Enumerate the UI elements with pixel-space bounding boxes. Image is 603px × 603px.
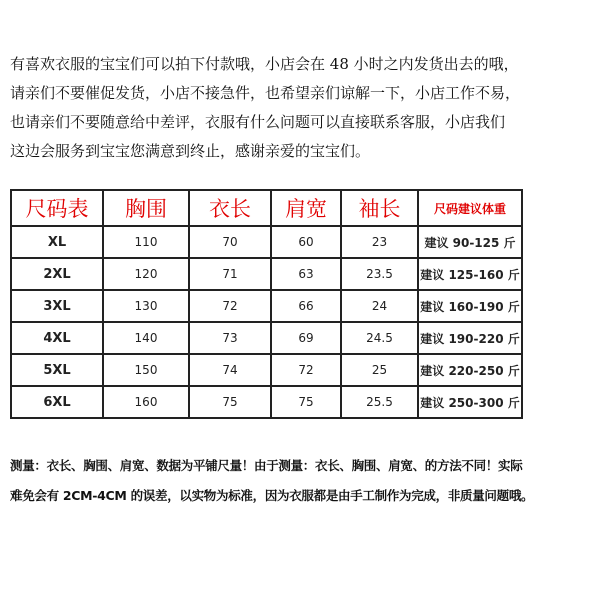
weight-cell: 建议 90-125 斤 bbox=[418, 226, 522, 258]
sleeve-cell: 24.5 bbox=[341, 322, 418, 354]
size-chart-header-row bbox=[11, 190, 522, 226]
shoulder-cell: 63 bbox=[271, 258, 341, 290]
shoulder-cell: 69 bbox=[271, 322, 341, 354]
weight-cell: 建议 190-220 斤 bbox=[418, 322, 522, 354]
shoulder-cell: 60 bbox=[271, 226, 341, 258]
size-cell: 5XL bbox=[11, 354, 103, 386]
notice-line-1: 有喜欢衣服的宝宝们可以拍下付款哦，小店会在 48 小时之内发货出去的哦， bbox=[10, 55, 519, 73]
sleeve-cell: 24 bbox=[341, 290, 418, 322]
table-row bbox=[11, 226, 522, 258]
notice-line-4: 这边会服务到宝宝您满意到终止，感谢亲爱的宝宝们。 bbox=[10, 142, 371, 160]
length-cell: 74 bbox=[189, 354, 271, 386]
table-row bbox=[11, 386, 522, 418]
size-chart-table bbox=[10, 189, 523, 419]
table-row bbox=[11, 290, 522, 322]
header-shoulder: 肩宽 bbox=[271, 190, 341, 226]
sleeve-cell: 23.5 bbox=[341, 258, 418, 290]
length-cell: 71 bbox=[189, 258, 271, 290]
size-cell: XL bbox=[11, 226, 103, 258]
shoulder-cell: 72 bbox=[271, 354, 341, 386]
size-cell: 6XL bbox=[11, 386, 103, 418]
chest-cell: 160 bbox=[103, 386, 189, 418]
chest-cell: 140 bbox=[103, 322, 189, 354]
table-row bbox=[11, 258, 522, 290]
weight-cell: 建议 250-300 斤 bbox=[418, 386, 522, 418]
note-line-2: 难免会有 2CM-4CM 的误差，以实物为标准，因为衣服都是由手工制作为完成，非质量问题哦。 bbox=[10, 488, 534, 503]
size-cell: 3XL bbox=[11, 290, 103, 322]
chest-cell: 130 bbox=[103, 290, 189, 322]
sleeve-cell: 23 bbox=[341, 226, 418, 258]
chest-cell: 150 bbox=[103, 354, 189, 386]
header-suggested-weight: 尺码建议体重 bbox=[418, 190, 522, 226]
note-line-1: 测量：衣长、胸围、肩宽、数据为平铺尺量！由于测量：衣长、胸围、肩宽、的方法不同！实际 bbox=[10, 458, 523, 473]
weight-cell: 建议 125-160 斤 bbox=[418, 258, 522, 290]
chest-cell: 110 bbox=[103, 226, 189, 258]
header-sleeve: 袖长 bbox=[341, 190, 418, 226]
weight-cell: 建议 220-250 斤 bbox=[418, 354, 522, 386]
header-chest: 胸围 bbox=[103, 190, 189, 226]
sleeve-cell: 25 bbox=[341, 354, 418, 386]
shop-notice bbox=[10, 50, 595, 166]
length-cell: 73 bbox=[189, 322, 271, 354]
notice-line-3: 也请亲们不要随意给中差评，衣服有什么问题可以直接联系客服，小店我们 bbox=[10, 113, 506, 131]
table-row bbox=[11, 322, 522, 354]
shoulder-cell: 75 bbox=[271, 386, 341, 418]
chest-cell: 120 bbox=[103, 258, 189, 290]
notice-line-2: 请亲们不要催促发货，小店不接急件，也希望亲们谅解一下，小店工作不易， bbox=[10, 84, 521, 102]
header-length: 衣长 bbox=[189, 190, 271, 226]
length-cell: 75 bbox=[189, 386, 271, 418]
measurement-note bbox=[10, 451, 600, 511]
sleeve-cell: 25.5 bbox=[341, 386, 418, 418]
header-size-chart: 尺码表 bbox=[11, 190, 103, 226]
length-cell: 72 bbox=[189, 290, 271, 322]
shoulder-cell: 66 bbox=[271, 290, 341, 322]
weight-cell: 建议 160-190 斤 bbox=[418, 290, 522, 322]
length-cell: 70 bbox=[189, 226, 271, 258]
size-cell: 2XL bbox=[11, 258, 103, 290]
table-row bbox=[11, 354, 522, 386]
size-cell: 4XL bbox=[11, 322, 103, 354]
